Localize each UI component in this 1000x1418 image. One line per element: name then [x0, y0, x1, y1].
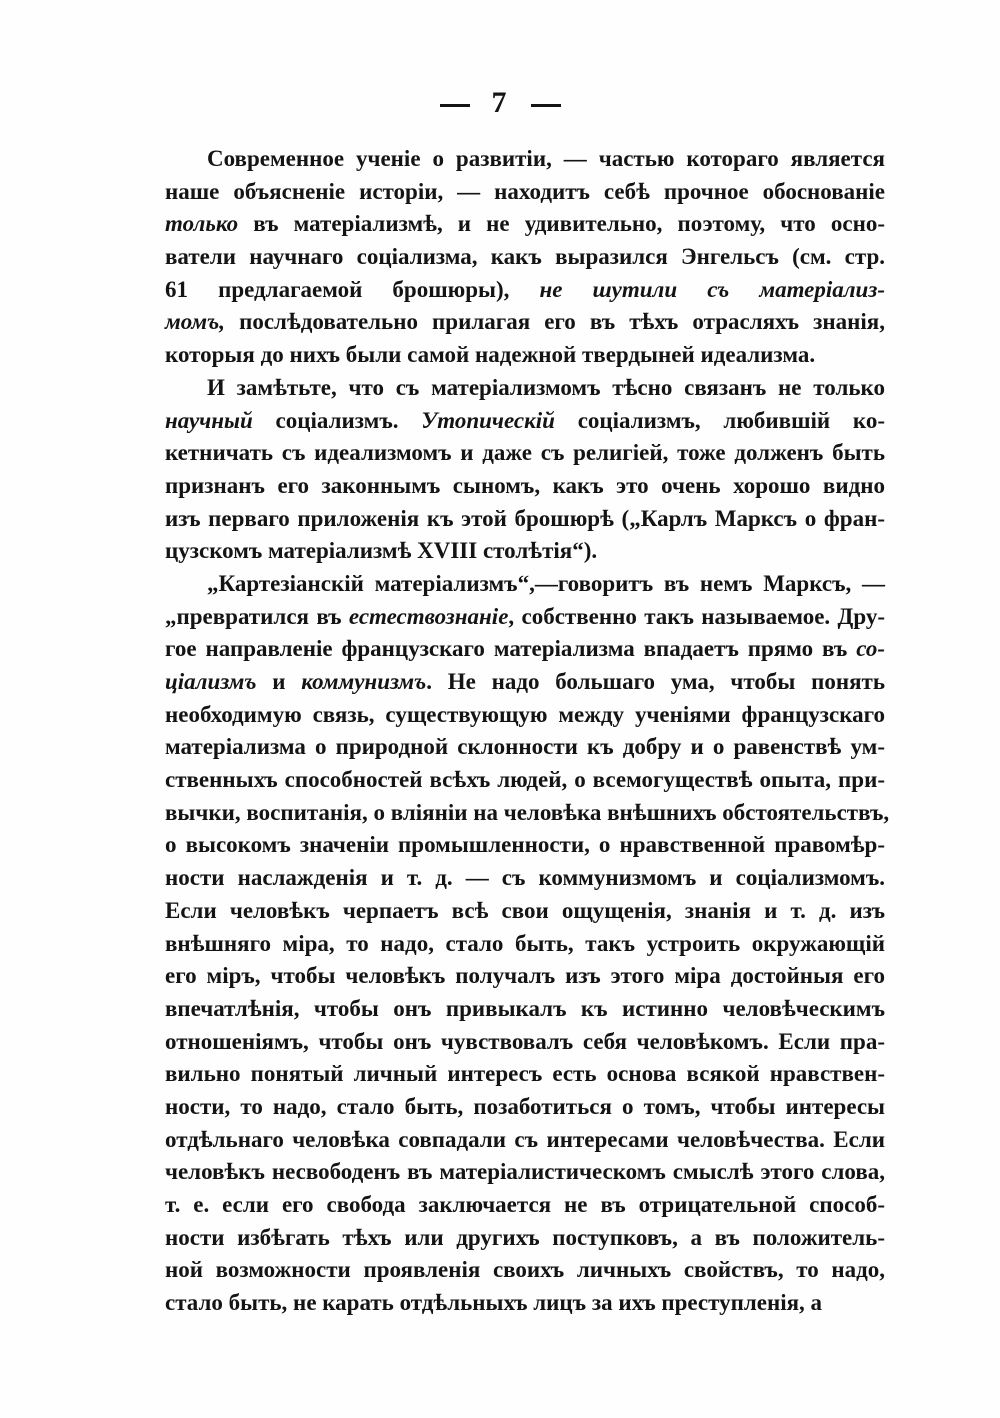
- paragraph: [165, 143, 885, 372]
- italic-text: момъ,: [165, 309, 226, 335]
- text-line: [165, 1287, 885, 1320]
- text-line: [165, 437, 885, 470]
- text-segment: и: [256, 669, 302, 694]
- text-line: [165, 176, 885, 209]
- text-segment: стало быть, не карать отдѣльныхъ лицъ за ихъ преступленія, а: [165, 1290, 823, 1316]
- text-line: [165, 208, 885, 241]
- italic-text: коммунизмъ: [301, 669, 427, 694]
- text-line: [165, 666, 885, 699]
- text-segment: соціализмъ.: [252, 407, 422, 433]
- text-line: [165, 764, 885, 797]
- italic-text: научный: [165, 407, 253, 433]
- text-segment: необходимую связь, существующую между ученіями французскаго: [165, 701, 885, 727]
- text-segment: внѣшняго міра, то надо, стало быть, такъ устроить окружающій: [165, 930, 885, 956]
- text-line: [165, 1124, 885, 1157]
- text-line: [165, 601, 885, 634]
- text-segment: матеріализма о природной склонности къ добру и о равенствѣ ум-: [165, 734, 885, 760]
- text-segment: ной возможности проявленія своихъ личныхъ свойствъ, то надо,: [165, 1257, 885, 1283]
- text-segment: вычки, воспитанія, о вліяніи на человѣка внѣшнихъ обстоятельствъ,: [165, 799, 890, 825]
- text-line: [165, 339, 885, 372]
- text-segment: , собственно такъ называемое. Дру-: [508, 603, 885, 629]
- text-line: [165, 372, 885, 405]
- italic-text: ціализмъ: [165, 669, 257, 694]
- text-line: [165, 535, 885, 568]
- paragraph: [165, 568, 890, 1320]
- paragraph: [165, 372, 885, 568]
- italic-text: Утопическій: [421, 407, 555, 433]
- body-text: [165, 143, 890, 1320]
- italic-text: естествознаніе: [348, 603, 509, 629]
- text-line: [165, 633, 885, 666]
- text-segment: ственныхъ способностей всѣхъ людей, о всемогуществѣ опыта, при-: [165, 767, 885, 793]
- text-segment: ности, то надо, стало быть, позаботиться о томъ, чтобы интересы: [165, 1093, 885, 1119]
- text-line: [165, 1058, 885, 1091]
- text-line: [165, 306, 885, 339]
- right-dash: [531, 104, 561, 107]
- text-line: [165, 895, 885, 928]
- text-line: [165, 274, 885, 307]
- text-line: [165, 241, 885, 274]
- text-line: [165, 731, 885, 764]
- text-segment: кетничать съ идеализмомъ и даже съ религіей, тоже долженъ быть: [165, 440, 885, 466]
- text-segment: „Картезіанскій матеріализмъ“,—говоритъ въ немъ Марксъ, —: [207, 570, 885, 596]
- left-dash: [440, 104, 470, 107]
- text-line: [165, 405, 885, 438]
- text-segment: цузскомъ матеріализмѣ XVIII столѣтія“).: [165, 538, 598, 564]
- italic-text: со-: [856, 636, 885, 662]
- text-line: [165, 1222, 885, 1255]
- text-segment: въ матеріализмѣ, и не удивительно, поэтому, что осно-: [238, 211, 885, 237]
- text-line: [165, 568, 885, 601]
- text-line: [165, 797, 890, 830]
- text-line: [165, 699, 885, 732]
- text-line: [165, 928, 885, 961]
- text-line: [165, 143, 885, 176]
- text-segment: о высокомъ значеніи промышленности, о нравственной правомѣр-: [165, 832, 885, 858]
- text-line: [165, 1189, 885, 1222]
- text-segment: Современное ученіе о развитіи, — частью котораго является: [207, 146, 885, 171]
- text-segment: вильно понятый личный интересъ есть основа всякой нравствен-: [165, 1061, 885, 1087]
- text-segment: наше объясненіе исторіи, — находитъ себѣ прочное обоснованіе: [165, 178, 885, 204]
- text-segment: послѣдовательно прилагая его въ тѣхъ отрасляхъ знанія,: [225, 309, 885, 335]
- text-segment: ности наслажденія и т. д. — съ коммунизмомъ и соціализмомъ.: [165, 865, 885, 891]
- text-line: [165, 862, 885, 895]
- text-segment: впечатлѣнія, чтобы онъ привыкалъ къ истинно человѣческимъ: [165, 995, 885, 1021]
- text-segment: 61 предлагаемой брошюры),: [165, 276, 540, 302]
- text-segment: „превратился въ: [165, 603, 349, 629]
- text-segment: отношеніямъ, чтобы онъ чувствовалъ себя человѣкомъ. Если пра-: [165, 1028, 885, 1054]
- italic-text: не шутили съ матеріализ-: [539, 276, 885, 302]
- text-segment: его міръ, чтобы человѣкъ получалъ изъ этого міра достойныя его: [165, 963, 885, 989]
- text-segment: человѣкъ несвободенъ въ матеріалистическомъ смыслѣ этого слова,: [165, 1159, 885, 1185]
- text-segment: т. е. если его свобода заключается не въ отрицательной способ-: [165, 1192, 885, 1217]
- italic-text: только: [165, 211, 239, 237]
- text-line: [165, 1254, 885, 1287]
- text-line: [165, 993, 885, 1026]
- text-line: [165, 1156, 885, 1189]
- text-segment: ности избѣгать тѣхъ или другихъ поступковъ, а въ положитель-: [165, 1224, 885, 1250]
- text-segment: Если человѣкъ черпаетъ всѣ свои ощущенія, знанія и т. д. изъ: [165, 897, 885, 923]
- text-line: [165, 960, 885, 993]
- text-line: [165, 470, 885, 503]
- text-line: [165, 1091, 885, 1124]
- text-segment: И замѣтьте, что съ матеріализмомъ тѣсно связанъ не только: [207, 374, 885, 400]
- text-segment: ватели научнаго соціализма, какъ выразился Энгельсъ (см. стр.: [165, 244, 885, 270]
- text-line: [165, 1026, 885, 1059]
- text-segment: соціализмъ, любившій ко-: [554, 407, 885, 433]
- text-line: [165, 503, 885, 536]
- page-number-header: [0, 86, 1000, 120]
- text-segment: признанъ его законнымъ сыномъ, какъ это очень хорошо видно: [165, 472, 885, 498]
- text-segment: изъ перваго приложенія къ этой брошюрѣ („Карлъ Марксъ о фран-: [165, 505, 885, 531]
- text-line: [165, 829, 885, 862]
- page-number: 7: [491, 86, 509, 119]
- text-segment: которыя до нихъ были самой надежной твердыней идеализма.: [165, 342, 816, 368]
- text-segment: гое направленіе французскаго матеріализма впадаетъ прямо въ: [165, 636, 857, 662]
- text-segment: отдѣльнаго человѣка совпадали съ интересами человѣчества. Если: [165, 1126, 885, 1152]
- text-segment: . Не надо большаго ума, чтобы понять: [426, 669, 885, 694]
